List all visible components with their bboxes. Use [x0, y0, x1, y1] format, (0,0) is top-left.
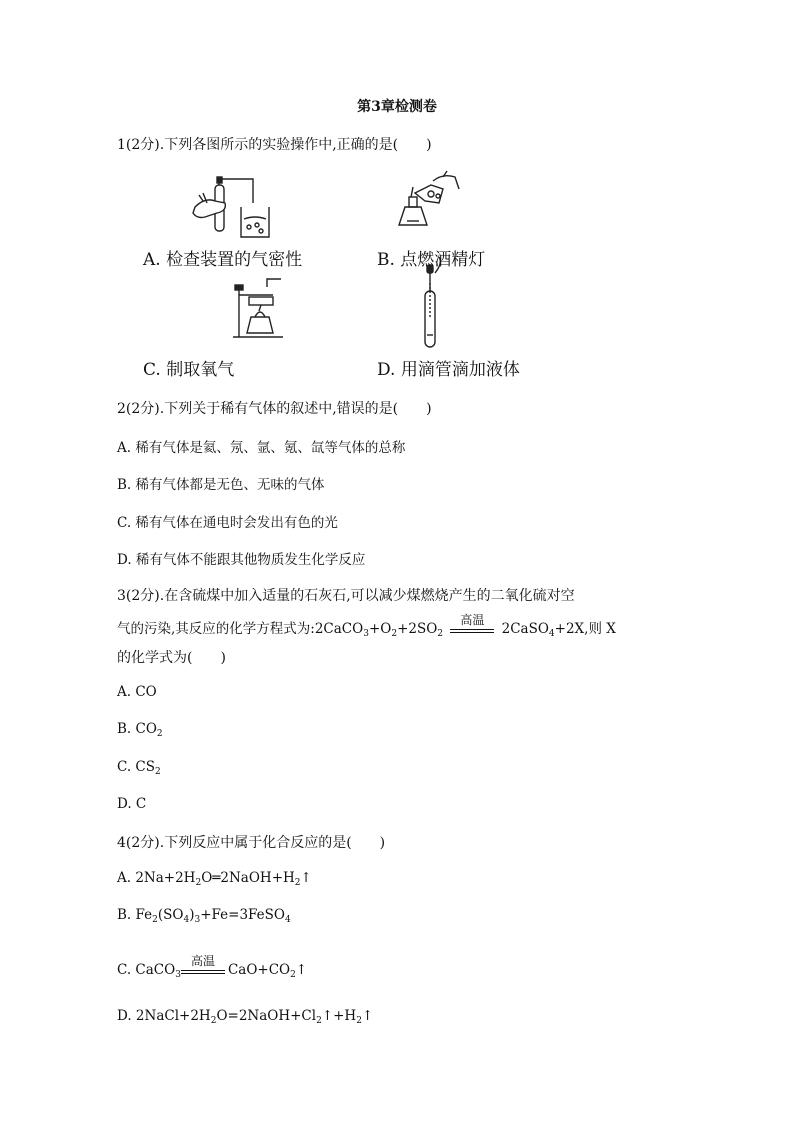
eq-bar — [450, 632, 494, 633]
question-3-line-3: 的化学式为( ) — [117, 650, 226, 666]
gas-arrow: ↑ — [300, 870, 312, 886]
caption-a: A. 检查装置的气密性 — [143, 250, 303, 270]
subscript: 2 — [356, 1016, 362, 1026]
q3-option-b — [117, 721, 163, 739]
q4-option-b — [117, 907, 291, 925]
option-text: O═2NaOH+H — [201, 870, 295, 886]
subscript: 2 — [210, 1016, 217, 1026]
subscript: 2 — [437, 629, 444, 639]
option-text: ) — [189, 907, 195, 923]
subscript: 3 — [175, 970, 181, 980]
question-1-stem: 1(2分).下列各图所示的实验操作中,正确的是( ) — [117, 137, 432, 153]
option-text: (SO — [157, 907, 184, 923]
q3-option-a: A. CO — [117, 684, 157, 700]
lab-illustrations — [143, 167, 551, 381]
q4-option-a — [117, 870, 312, 888]
airtightness-check-illustration — [193, 177, 269, 237]
option-text: C. CaCO — [117, 962, 176, 978]
q3-option-d: D. C — [117, 796, 147, 812]
question-3-equation-line — [117, 613, 616, 639]
subscript: 2 — [155, 767, 161, 777]
option-text: ↑+H — [321, 1008, 357, 1024]
caption-b: B. 点燃酒精灯 — [377, 250, 486, 270]
subscript: 2 — [156, 729, 163, 739]
option-text: C. CS — [117, 759, 156, 775]
option-text: O=2NaOH+Cl — [216, 1008, 317, 1024]
dropper-illustration — [425, 257, 440, 347]
q4-option-d — [117, 1008, 373, 1026]
oxygen-setup-illustration — [233, 279, 283, 337]
reaction-condition: 高温 — [190, 954, 215, 968]
subscript: 3 — [194, 915, 201, 925]
q3-eq-part: +2X,则 X — [554, 621, 616, 637]
gas-arrow: ↑ — [295, 962, 308, 978]
subscript: 2 — [152, 915, 158, 925]
question-4-stem: 4(2分).下列反应中属于化合反应的是( ) — [117, 835, 386, 851]
q2-option-a: A. 稀有气体是氦、氖、氩、氪、氙等气体的总称 — [117, 440, 406, 456]
q2-option-b: B. 稀有气体都是无色、无味的气体 — [117, 477, 325, 493]
option-text: B. CO — [117, 721, 157, 737]
reaction-condition: 高温 — [460, 613, 485, 627]
eq-bar — [181, 970, 225, 971]
option-text: +Fe=3FeSO — [200, 907, 285, 923]
subscript: 2 — [391, 629, 398, 639]
subscript: 2 — [316, 1016, 322, 1026]
subscript: 4 — [183, 915, 190, 925]
question-1-figure — [143, 167, 551, 381]
high-temperature-equals-sign — [181, 954, 225, 976]
option-text: D. 2NaCl+2H — [117, 1008, 211, 1024]
subscript: 4 — [284, 915, 291, 925]
q2-option-d: D. 稀有气体不能跟其他物质发生化学反应 — [117, 552, 366, 568]
gas-arrow: ↑ — [361, 1008, 374, 1024]
high-temperature-equals-sign — [450, 613, 494, 635]
subscript: 2 — [294, 878, 301, 888]
page-title: 第3章检测卷 — [357, 99, 437, 115]
q3-eq-part: +2SO — [397, 621, 438, 637]
eq-bar — [181, 973, 225, 974]
q2-option-c: C. 稀有气体在通电时会发出有色的光 — [117, 515, 338, 531]
q3-eq-part: 气的污染,其反应的化学方程式为:2CaCO — [117, 621, 364, 637]
subscript: 2 — [195, 878, 202, 888]
option-text: A. 2Na+2H — [117, 870, 196, 886]
q3-eq-part: 2CaSO — [501, 621, 549, 637]
q3-option-c — [117, 759, 161, 777]
question-2-stem: 2(2分).下列关于稀有气体的叙述中,错误的是( ) — [117, 401, 432, 417]
subscript: 3 — [363, 629, 369, 639]
caption-d: D. 用滴管滴加液体 — [377, 360, 520, 380]
alcohol-lamp-illustration — [399, 171, 459, 225]
q4-option-c — [117, 954, 308, 980]
subscript: 2 — [290, 970, 296, 980]
option-text: B. Fe — [117, 907, 153, 923]
subscript: 4 — [548, 629, 555, 639]
eq-bar — [450, 629, 494, 630]
question-3-line-1: 3(2分).在含硫煤中加入适量的石灰石,可以减少煤燃烧产生的二氧化硫对空 — [117, 588, 575, 604]
q3-eq-part: +O — [368, 621, 392, 637]
option-text: CaO+CO — [227, 962, 291, 978]
caption-c: C. 制取氧气 — [143, 360, 235, 380]
